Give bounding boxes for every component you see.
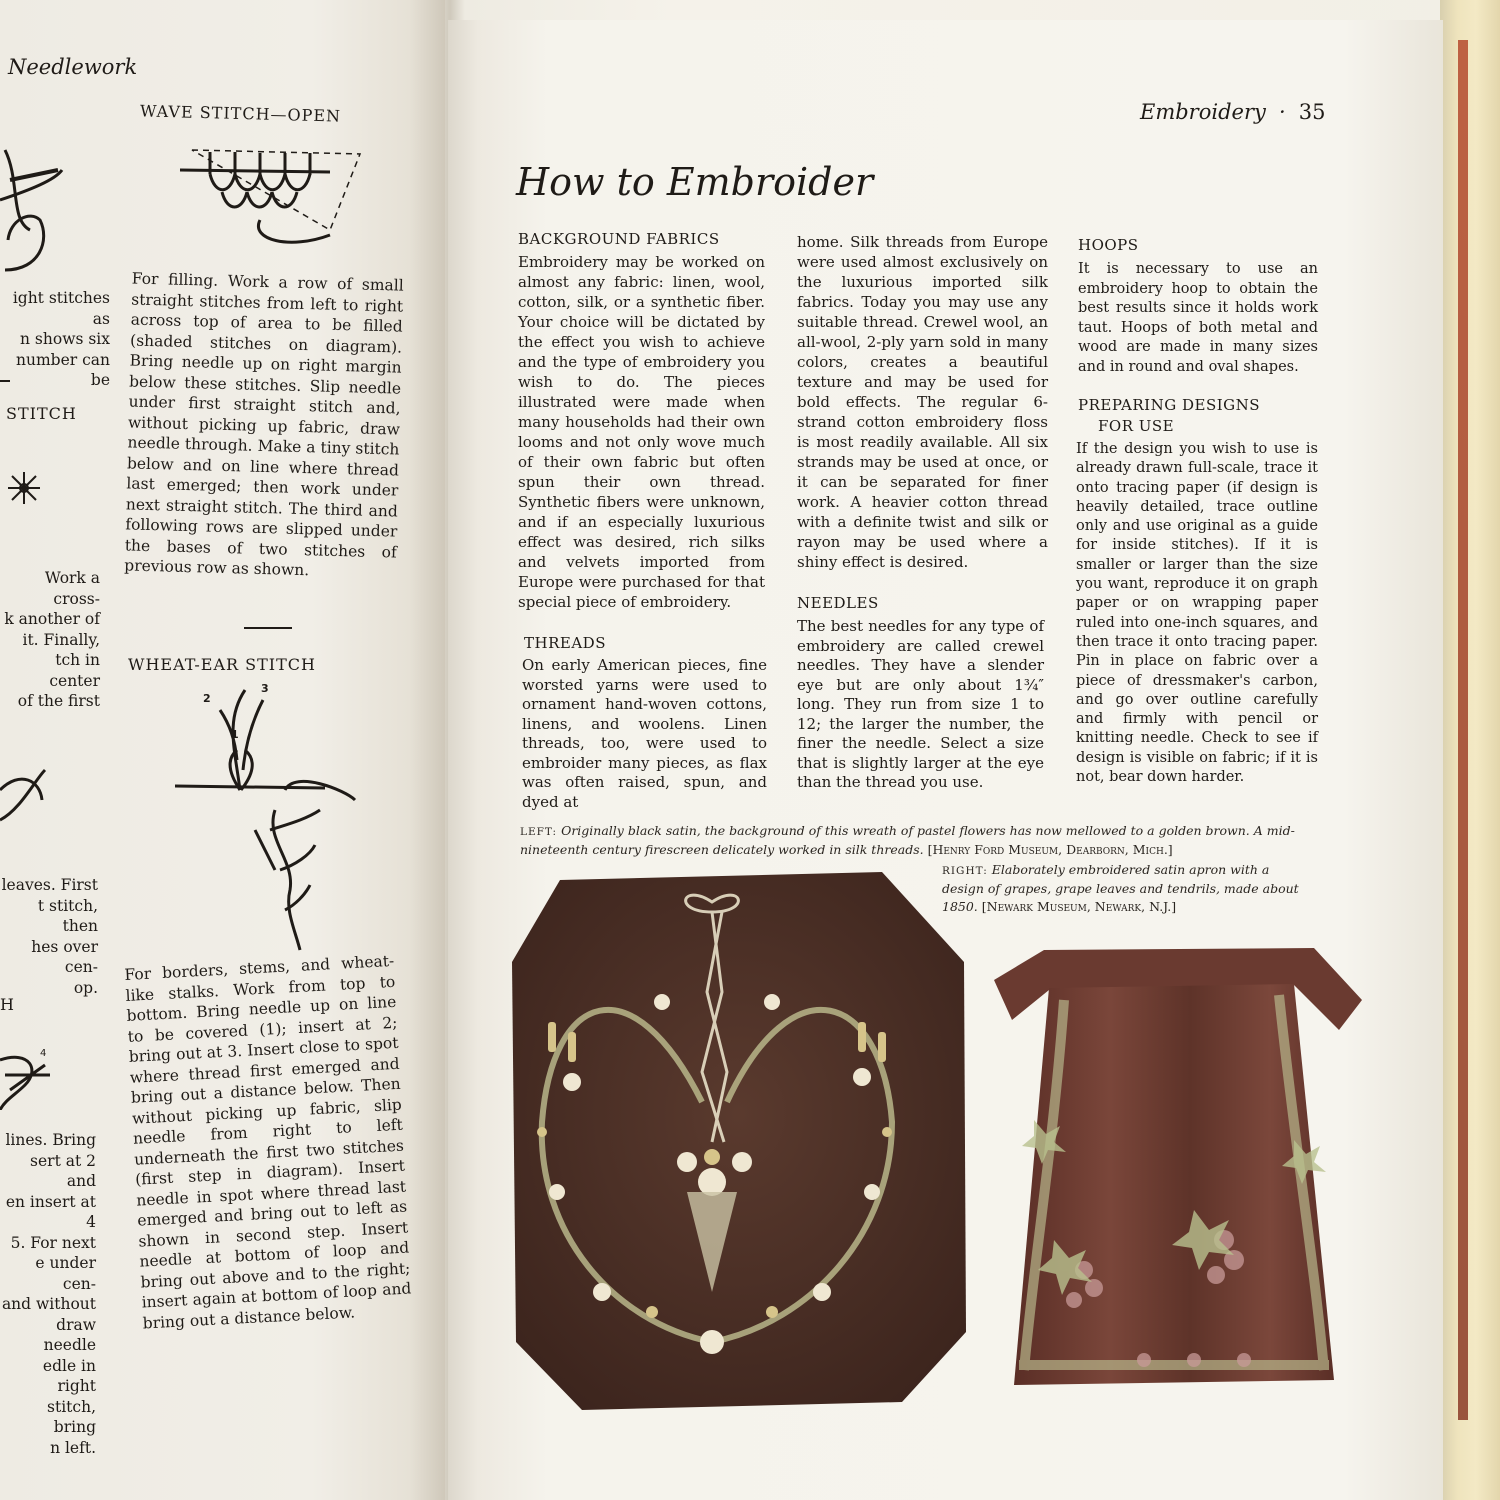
cut-diagram-bottom-icon (0, 1040, 60, 1110)
wheat-ear-heading: WHEAT-EAR STITCH (128, 655, 316, 674)
cut-text-4: lines. Bring sert at 2 and en insert at 4 5. For next e under cen- and without draw needle edle in right stitch, bring n left. (1, 1131, 96, 1457)
right-running-head (1140, 100, 1325, 124)
caption-left-text: Originally black satin, the background of this wreath of pastel flowers has now mellowed to a golden brown. A mid-nineteenth century firescreen delicately worked in silk threads. (520, 823, 1295, 857)
threads-heading: THREADS (524, 634, 606, 652)
hoops-body: It is necessary to use an embroidery hoop to obtain the best results since it holds work taut. Hoops of both metal and wood are made in many sizes and in round and oval shapes. (1078, 261, 1318, 375)
hoops-heading: HOOPS (1078, 236, 1139, 254)
apron-photo (994, 940, 1364, 1410)
cut-heading-1: STITCH (6, 404, 77, 423)
threads-body: On early American pieces, fine worsted yarns were used to ornament hand-woven cottons, linens, and woolens. Linen threads, too, were used to embroider many pieces, as flax was often raised, spun, and dyed at (522, 656, 767, 811)
cut-text-1: ight stitches as n shows six number can be (12, 289, 110, 389)
wheat-number-1: 1 (231, 728, 239, 741)
cut-text-2: Work a cross- k another of it. Finally, tch in center of the first (4, 569, 100, 710)
section-rule (244, 627, 292, 629)
cut-text-3: leaves. First t stitch, then hes over cen- op. (1, 876, 98, 997)
wheat-ear-diagram-icon (175, 680, 365, 960)
running-head-separator: · (1278, 100, 1286, 124)
page-title: How to Embroider (516, 160, 874, 204)
wheat-ear-body: For borders, stems, and wheat-like stalks. Work from top to bottom. Bring needle up on line to be covered (1); insert at 2; bring out at 3. Insert close to spot where thread first emerged and bring out a distance below. Then without picking up fabric, slip needle from right to left underneath the first two stitches (first step in diagram). Insert needle in spot where thread last emerged and bring out to left as shown in second step. Insert needle at bottom of loop and bring out above and to the right; insert again at bottom of loop and bring out a distance below. (124, 951, 412, 1332)
caption-right-text: Elaborately embroidered satin apron with a design of grapes, grape leaves and tendrils, made about 1850. (942, 862, 1299, 914)
background-fabrics-heading: BACKGROUND FABRICS (518, 230, 720, 248)
cut-diagram-top-icon (0, 140, 80, 280)
background-fabrics-body: Embroidery may be worked on almost any fabric: linen, wool, cotton, silk, or a synthetic fiber. Your choice will be dictated by the effect you wish to achieve and the type of embroidery you wish to do. The pieces illustrated were made when many households had their own looms and not only wove much of their own fabric but often spun their own thread. Synthetic fibers were unknown, and if an especially luxurious effect was desired, rich silks and velvets imported from Europe were purchased for that special piece of embroidery. (518, 253, 765, 611)
cut-diagram-number: 4 (40, 1048, 47, 1059)
preparing-designs-body: If the design you wish to use is already drawn full-scale, trace it onto tracing paper (if design is heavily detailed, trace outline only and use original as a guide for inside stitches). If it is smaller or larger than the size you want, reproduce it on graph paper or on wrapping paper ruled into one-inch squares, and then trace it onto tracing paper. Pin in place on fabric over a piece of dressmaker's carbon, and go over outline carefully and firmly with pencil or knitting needle. Check to see if design is visible on fabric; if it is not, bear down harder. (1076, 441, 1318, 786)
preparing-designs-heading-2: FOR USE (1098, 417, 1175, 435)
book-cover-edge (1440, 0, 1500, 1500)
firescreen-photo (512, 872, 968, 1410)
cover-red-stripe (1458, 40, 1468, 1420)
wheat-number-2: 2 (203, 692, 211, 705)
wave-stitch-diagram-icon (180, 140, 370, 260)
caption-left (520, 822, 1310, 859)
threads-continued-body: home. Silk threads from Europe were used almost exclusively on the luxurious imported silk fabrics. Today you may use any suitable thread. Crewel wool, an all-wool, 2-ply yarn sold in many colors, creates a beautiful texture and may be used for bold effects. The regular 6-strand cotton embroidery floss is most readily available. All six strands may be used at once, or it can be separated for finer work. A heavier cotton thread with a definite twist and silk or rayon may be used where a shiny effect is desired. (797, 233, 1048, 571)
running-head-section: Embroidery (1140, 100, 1266, 124)
right-page (448, 20, 1443, 1500)
left-page (0, 0, 445, 1500)
caption-right-label: RIGHT: (942, 865, 988, 877)
preparing-designs-heading-1: PREPARING DESIGNS (1078, 396, 1261, 414)
left-running-head: Needlework (8, 55, 138, 79)
wave-stitch-heading: WAVE STITCH—OPEN (139, 101, 342, 126)
caption-right (942, 861, 1310, 916)
needles-heading: NEEDLES (797, 594, 879, 612)
cut-diagram-middle-icon (0, 760, 60, 830)
wave-stitch-body: For filling. Work a row of small straight stitches from left to right across top of area to be filled (shaded stitches on diagram). Bring needle up on right margin below these stitches. Slip needle under first straight stitch and, without picking up fabric, draw needle through. Make a tiny stitch below and on line where thread last emerged; then work under next straight stitch. The third and following rows are slipped under the bases of two stitches of previous row as shown. (124, 269, 404, 580)
caption-right-credit: [Newark Museum, Newark, N.J.] (981, 899, 1177, 914)
cut-heading-2: H (0, 995, 15, 1014)
wheat-number-3: 3 (261, 682, 269, 695)
caption-left-label: LEFT: (520, 826, 558, 838)
page-number: 35 (1298, 100, 1326, 124)
star-stitch-icon (6, 470, 42, 506)
needles-body: The best needles for any type of embroidery are called crewel needles. They have a slender eye but are only about 1¾″ long. They run from size 1 to 12; the larger the number, the finer the needle. Select a size that is slightly larger at the eye than the thread you use. (797, 617, 1044, 791)
caption-left-credit: [Henry Ford Museum, Dearborn, Mich.] (927, 842, 1173, 857)
cut-rule-1 (0, 380, 10, 382)
